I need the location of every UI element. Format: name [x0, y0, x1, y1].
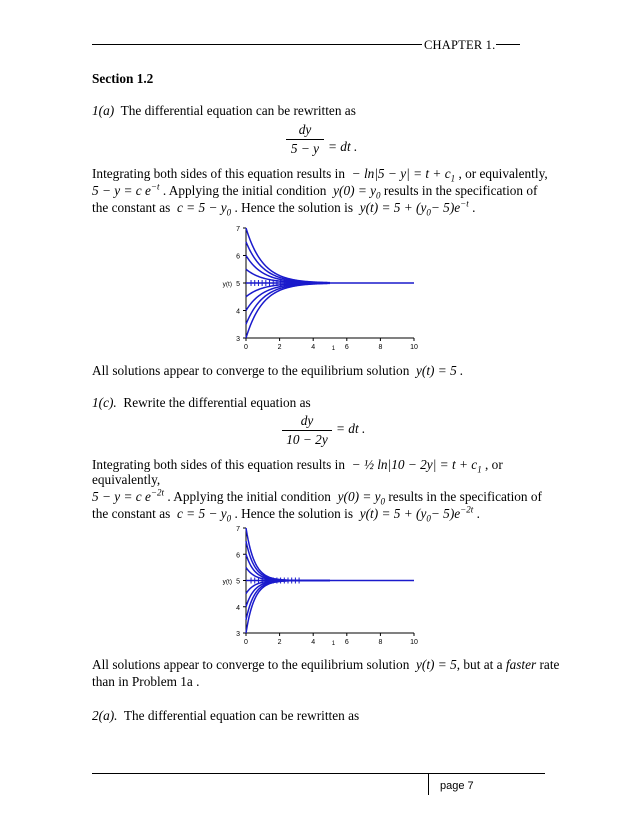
text: .: [472, 200, 476, 215]
solution-curve: [246, 228, 330, 283]
math: y(t) = 5: [416, 657, 457, 672]
x-tick-label: 8: [378, 344, 383, 351]
subscript: 0: [426, 207, 431, 218]
problem-label: 2(a).: [92, 708, 118, 723]
exponent: −t: [460, 198, 469, 209]
eq-numerator: dy: [300, 413, 314, 428]
emphasis: faster: [505, 657, 537, 672]
text: results in the specification of: [388, 489, 542, 504]
problem-label: 1(a): [92, 103, 115, 118]
solution-curve: [246, 283, 330, 338]
y-tick-label: 7: [236, 526, 240, 533]
problem-1c-line2: [92, 489, 542, 505]
eq-denominator: 10 − 2y: [286, 432, 328, 447]
x-tick-label: 4: [311, 639, 316, 646]
text: rate: [539, 657, 560, 672]
intro-text: Rewrite the differential equation as: [123, 395, 311, 410]
problem-1a-conclusion: [92, 363, 463, 379]
header-rule: [92, 44, 422, 45]
math: y(0) = y: [333, 183, 377, 198]
problem-1a-line1: [92, 166, 548, 182]
y-tick-label: 7: [236, 226, 240, 233]
problem-label: 1(c).: [92, 395, 117, 410]
solution-plot-1a: [220, 222, 420, 352]
subscript: 1: [450, 173, 456, 184]
x-tick-label: 2: [277, 639, 282, 646]
y-axis-label: y(t): [222, 281, 232, 288]
subscript: 1: [477, 464, 482, 475]
math: y(t) = 5 + (y: [359, 200, 427, 215]
page-number: page 7: [440, 780, 474, 792]
intro-text: The differential equation can be rewritten as: [120, 103, 356, 118]
subscript: 0: [426, 513, 431, 524]
math: y(t) = 5 .: [416, 363, 464, 378]
x-tick-label: 8: [378, 639, 383, 646]
fraction-bar: [286, 139, 324, 140]
text: the constant as: [92, 200, 171, 215]
eq-numerator: dy: [298, 122, 312, 137]
math: 5 − y = c e: [92, 183, 151, 198]
math: y(t) = 5 + (y: [359, 506, 427, 521]
y-tick-label: 3: [236, 631, 240, 638]
text: , or equivalently,: [458, 166, 548, 181]
text: , but at a: [456, 657, 503, 672]
problem-1c-line1b: equivalently,: [92, 472, 161, 487]
text: . Applying the initial condition: [162, 183, 327, 198]
y-tick-label: 6: [236, 552, 240, 560]
exponent: −2t: [460, 504, 474, 515]
solution-curve: [246, 554, 330, 580]
subscript: 0: [226, 207, 232, 218]
header-rule-right: [496, 44, 520, 45]
exponent: −t: [150, 181, 160, 192]
subscript: 0: [226, 513, 232, 524]
y-tick-label: 5: [236, 281, 240, 288]
text: . Hence the solution is: [234, 200, 354, 215]
y-tick-label: 3: [236, 336, 240, 343]
equation-1c: [282, 414, 332, 447]
text: .: [476, 506, 480, 521]
text: the constant as: [92, 506, 171, 521]
problem-1c-conclusion-2: than in Problem 1a .: [92, 674, 200, 689]
problem-1c-intro: [92, 395, 311, 411]
intro-text: The differential equation can be rewritten as: [123, 708, 360, 723]
text: . Hence the solution is: [234, 506, 354, 521]
x-tick-label: 2: [277, 344, 282, 351]
x-extra-label: 1: [331, 641, 336, 647]
text: Integrating both sides of this equation results in: [92, 457, 345, 472]
math: − ln|5 − y| = t + c: [351, 166, 451, 181]
chapter-title: CHAPTER 1.: [424, 38, 496, 52]
eq-rhs: = dt .: [328, 139, 358, 154]
equation-1a: [286, 123, 324, 156]
text: , or: [485, 457, 503, 472]
section-title: Section 1.2: [92, 71, 154, 86]
problem-1a-line3: [92, 200, 475, 216]
math: y(0) = y: [337, 489, 381, 504]
math: 5 − y = c e: [92, 489, 151, 504]
subscript: 0: [376, 190, 381, 201]
x-tick-label: 0: [244, 639, 248, 646]
text: All solutions appear to converge to the equilibrium solution: [92, 363, 410, 378]
x-tick-label: 6: [344, 639, 349, 646]
problem-2a-intro: [92, 708, 359, 724]
y-tick-label: 6: [236, 253, 240, 261]
math: − 5)e: [430, 200, 461, 215]
y-tick-label: 4: [236, 308, 240, 316]
x-tick-label: 10: [410, 344, 418, 351]
x-tick-label: 6: [344, 344, 349, 351]
text: All solutions appear to converge to the equilibrium solution: [92, 657, 410, 672]
math: c = 5 − y: [176, 200, 227, 215]
problem-1c-conclusion: [92, 657, 559, 673]
x-tick-label: 10: [410, 639, 418, 646]
y-tick-label: 5: [236, 578, 240, 586]
problem-1c-line3: [92, 506, 480, 522]
exponent: −2t: [150, 487, 164, 498]
x-tick-label: 4: [311, 344, 316, 351]
y-tick-label: 4: [236, 604, 240, 612]
eq-denominator: 5 − y: [290, 141, 320, 156]
y-axis-label: y(t): [222, 578, 232, 586]
solution-curve: [246, 581, 330, 607]
problem-1a-line2: [92, 183, 537, 199]
problem-1a-intro: [92, 103, 356, 119]
x-extra-label: 1: [331, 346, 336, 352]
text: . Applying the initial condition: [167, 489, 331, 504]
text: Integrating both sides of this equation results in: [92, 166, 345, 181]
eq-rhs: = dt .: [336, 421, 366, 436]
solution-plot-1c: [220, 522, 420, 647]
fraction-bar: [282, 430, 332, 431]
subscript: 0: [380, 496, 386, 507]
math: − 5)e: [430, 506, 461, 521]
problem-1c-line1: [92, 457, 503, 473]
text: results in the specification of: [383, 183, 538, 198]
math: − ½ ln|10 − 2y| = t + c: [351, 457, 478, 472]
math: c = 5 − y: [176, 506, 227, 521]
x-tick-label: 0: [244, 344, 248, 351]
